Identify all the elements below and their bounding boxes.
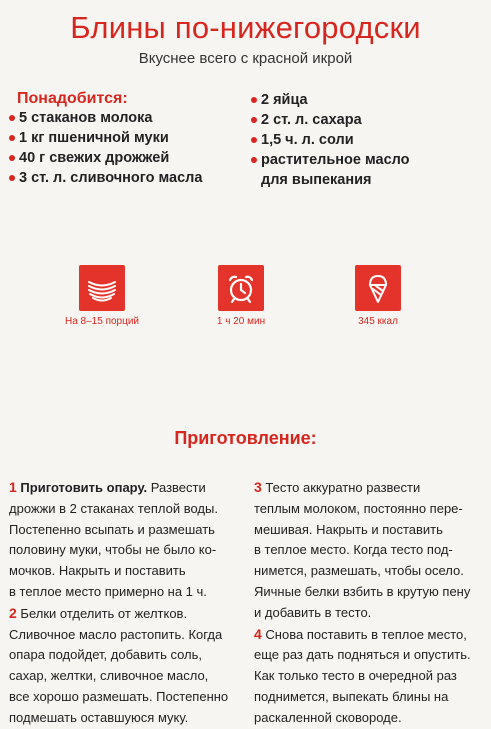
ingredient-text: растительное масло (261, 152, 410, 168)
text-line: мешивая. Накрыть и поставить (254, 521, 443, 537)
step-number: 2 (9, 604, 17, 621)
preparation-column-left (9, 477, 228, 729)
ingredient-item (251, 90, 410, 110)
text-line: Постепенно всыпать и размешать (9, 521, 215, 537)
step-line: Тесто аккуратно развести (265, 480, 421, 495)
ingredient-text: 2 яйца (261, 92, 308, 108)
bullet-icon (9, 175, 15, 181)
step-line: Приготовить опару. (20, 480, 148, 495)
text-line: Сливочное масло растопить. Когда (9, 626, 223, 642)
time-card (218, 265, 264, 311)
ingredient-item (9, 168, 202, 188)
alarm-clock-icon (218, 265, 264, 311)
text-line: мочков. Накрыть и поставить (9, 563, 186, 579)
text-line: все хорошо размешать. Постепенно (9, 688, 229, 704)
text-line (9, 477, 228, 499)
text-line: в теплое место примерно на 1 ч. (9, 583, 207, 599)
bullet-icon (251, 157, 257, 163)
bullet-icon (251, 97, 257, 103)
text-line: половину муки, чтобы не было ко- (9, 542, 217, 558)
ice-cream-cone-icon (355, 265, 401, 311)
recipe-subtitle: Вкуснее всего с красной икрой (138, 50, 353, 67)
ingredients-list-left (9, 108, 202, 188)
text-line: еще раз дать подняться и опустить. (254, 647, 471, 663)
bullet-icon (9, 115, 15, 121)
step-line-rest: Развести (147, 480, 206, 495)
ingredient-item (9, 128, 202, 148)
preparation-column-right (254, 477, 471, 729)
bullet-icon (251, 137, 257, 143)
step-line: Белки отделить от желтков. (20, 605, 188, 621)
ingredient-item (9, 108, 202, 128)
step-number: 4 (254, 625, 262, 642)
text-line (9, 603, 228, 625)
text-line (254, 477, 471, 499)
servings-label: На 8–15 порций (64, 316, 140, 327)
ingredient-item (251, 130, 410, 150)
step-number: 1 (9, 479, 17, 495)
ingredient-text: 2 ст. л. сахара (261, 112, 362, 128)
ingredient-text: для выпекания (261, 172, 372, 188)
step-line: Снова поставить в теплое место, (265, 626, 467, 642)
calories-card (355, 265, 401, 311)
ingredient-item (9, 148, 202, 168)
ingredients-list-right (251, 90, 410, 190)
ingredient-item-continuation (251, 170, 410, 190)
step-number: 3 (254, 479, 262, 495)
bullet-icon (9, 155, 15, 161)
text-line: Как только тесто в очередной раз (254, 668, 457, 684)
text-line: теплым молоком, постоянно пере- (254, 500, 463, 516)
bullet-icon (251, 117, 257, 123)
text-line: дрожжи в 2 стаканах теплой воды. (9, 500, 218, 516)
text-line: и добавить в тесто. (254, 604, 372, 620)
text-line: подмешать оставшуюся муку. (9, 709, 189, 725)
ingredient-item (251, 150, 410, 170)
ingredient-text: 3 ст. л. сливочного масла (19, 170, 203, 186)
text-line: в теплое место. Когда тесто под- (254, 542, 453, 558)
text-line: сахар, желтки, сливочное масло, (9, 668, 209, 684)
calories-label: 345 ккал (358, 316, 398, 327)
preparation-heading: Приготовление: (174, 428, 317, 448)
ingredient-text: 40 г свежих дрожжей (19, 150, 170, 166)
text-line: опара подойдет, добавить соль, (9, 647, 203, 663)
time-label: 1 ч 20 мин (216, 316, 266, 327)
ingredient-item (251, 110, 410, 130)
stacked-plates-icon (79, 265, 125, 311)
text-line: Яичные белки взбить в крутую пену (254, 583, 471, 599)
text-line: поднимется, выпекать блины на (254, 688, 449, 704)
servings-card (79, 265, 125, 311)
ingredient-text: 1 кг пшеничной муки (19, 130, 169, 146)
ingredient-text: 5 стаканов молока (19, 110, 153, 126)
ingredient-text: 1,5 ч. л. соли (261, 132, 354, 148)
recipe-title: Блины по-нижегородски (70, 10, 421, 45)
text-line: раскаленной сковороде. (254, 709, 402, 725)
text-line: нимется, размешать, чтобы осело. (254, 563, 464, 579)
ingredients-heading: Понадобится: (17, 90, 128, 107)
text-line (254, 624, 471, 646)
bullet-icon (9, 135, 15, 141)
